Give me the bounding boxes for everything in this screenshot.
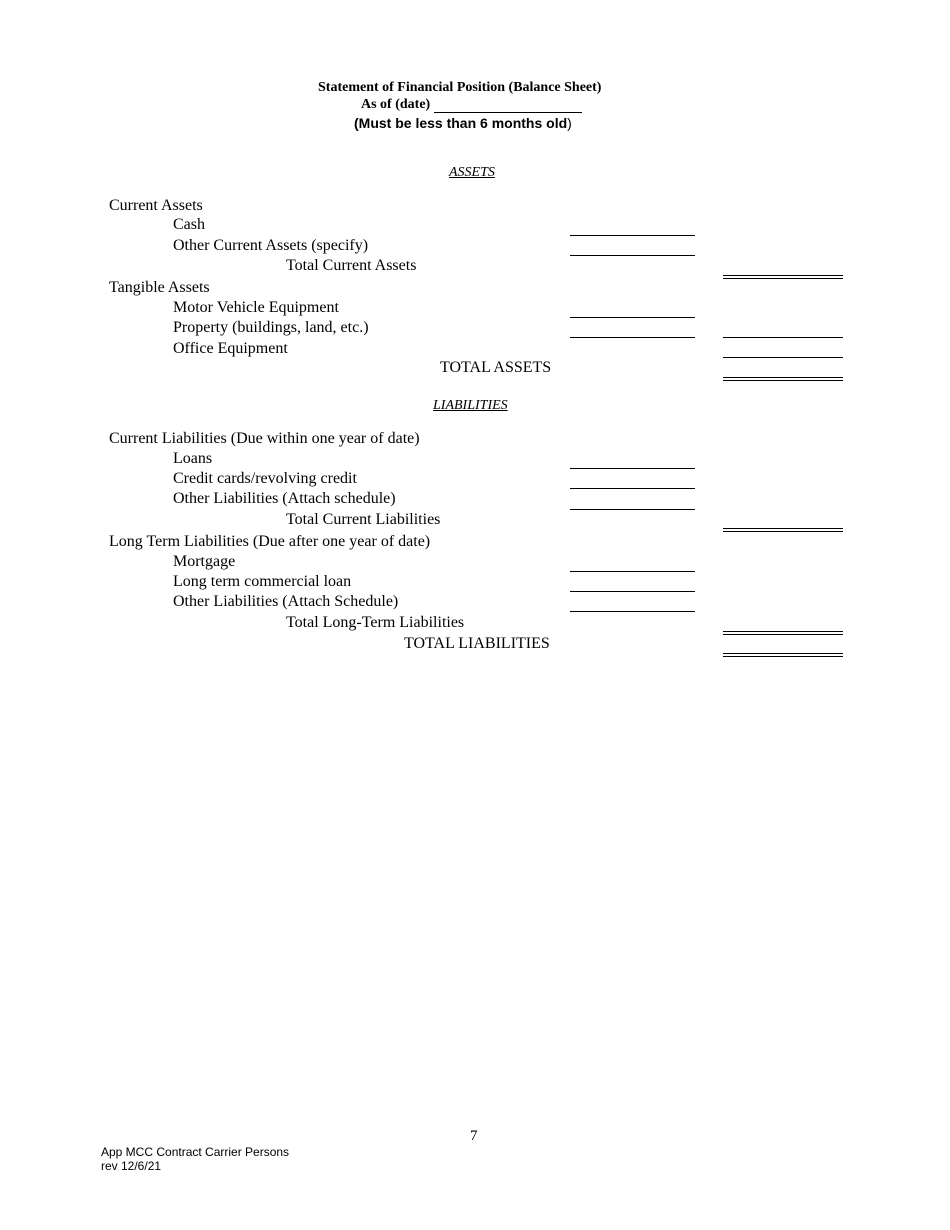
other-liabilities-current-amount-line[interactable]: [570, 509, 695, 510]
mortgage-amount-line[interactable]: [570, 571, 695, 572]
assets-heading: ASSETS: [449, 165, 495, 180]
total-current-liabilities-label: Total Current Liabilities: [286, 511, 441, 528]
credit-cards-amount-line[interactable]: [570, 488, 695, 489]
other-current-assets-label: Other Current Assets (specify): [173, 237, 369, 254]
total-long-term-liabilities-label: Total Long-Term Liabilities: [286, 614, 465, 631]
loans-amount-line[interactable]: [570, 468, 695, 469]
as-of-label: As of (date): [361, 97, 431, 112]
total-current-liabilities-line[interactable]: [723, 528, 843, 532]
property-label: Property (buildings, land, etc.): [173, 319, 369, 336]
total-liabilities-line[interactable]: [723, 653, 843, 657]
current-liabilities-label: Current Liabilities (Due within one year of date): [109, 430, 420, 447]
page-number: 7: [470, 1128, 478, 1144]
motor-vehicle-amount-line[interactable]: [570, 317, 695, 318]
credit-cards-label: Credit cards/revolving credit: [173, 470, 357, 487]
form-name: App MCC Contract Carrier Persons: [101, 1145, 290, 1159]
age-requirement: [354, 115, 572, 133]
commercial-loan-amount-line[interactable]: [570, 591, 695, 592]
total-assets-label: TOTAL ASSETS: [440, 359, 552, 376]
document-title: Statement of Financial Position (Balance Sheet): [318, 80, 602, 95]
total-assets-line[interactable]: [723, 377, 843, 381]
office-equipment-label: Office Equipment: [173, 340, 288, 357]
other-liabilities-long-term-amount-line[interactable]: [570, 611, 695, 612]
total-current-assets-total-line[interactable]: [723, 275, 843, 279]
tangible-assets-label: Tangible Assets: [109, 279, 210, 296]
motor-vehicle-label: Motor Vehicle Equipment: [173, 299, 339, 316]
other-current-assets-amount-line[interactable]: [570, 255, 695, 256]
property-amount-line[interactable]: [570, 337, 695, 338]
long-term-liabilities-label: Long Term Liabilities (Due after one year of date): [109, 533, 431, 550]
property-total-line[interactable]: [723, 337, 843, 338]
current-assets-label: Current Assets: [109, 197, 203, 214]
age-requirement-text: (Must be less than 6 months old: [354, 115, 568, 131]
liabilities-heading: LIABILITIES: [433, 398, 508, 413]
total-current-assets-label: Total Current Assets: [286, 257, 417, 274]
loans-label: Loans: [173, 450, 213, 467]
other-liabilities-current-label: Other Liabilities (Attach schedule): [173, 490, 396, 507]
date-blank[interactable]: [434, 98, 582, 113]
as-of-date-line: [361, 97, 582, 113]
total-liabilities-label: TOTAL LIABILITIES: [404, 635, 550, 652]
commercial-loan-label: Long term commercial loan: [173, 573, 352, 590]
other-liabilities-long-term-label: Other Liabilities (Attach Schedule): [173, 593, 399, 610]
cash-label: Cash: [173, 216, 205, 233]
total-long-term-liabilities-line[interactable]: [723, 631, 843, 635]
revision-date: rev 12/6/21: [101, 1159, 162, 1173]
age-requirement-close: ): [567, 115, 572, 131]
cash-amount-line[interactable]: [570, 235, 695, 236]
office-equipment-total-line[interactable]: [723, 357, 843, 358]
mortgage-label: Mortgage: [173, 553, 236, 570]
